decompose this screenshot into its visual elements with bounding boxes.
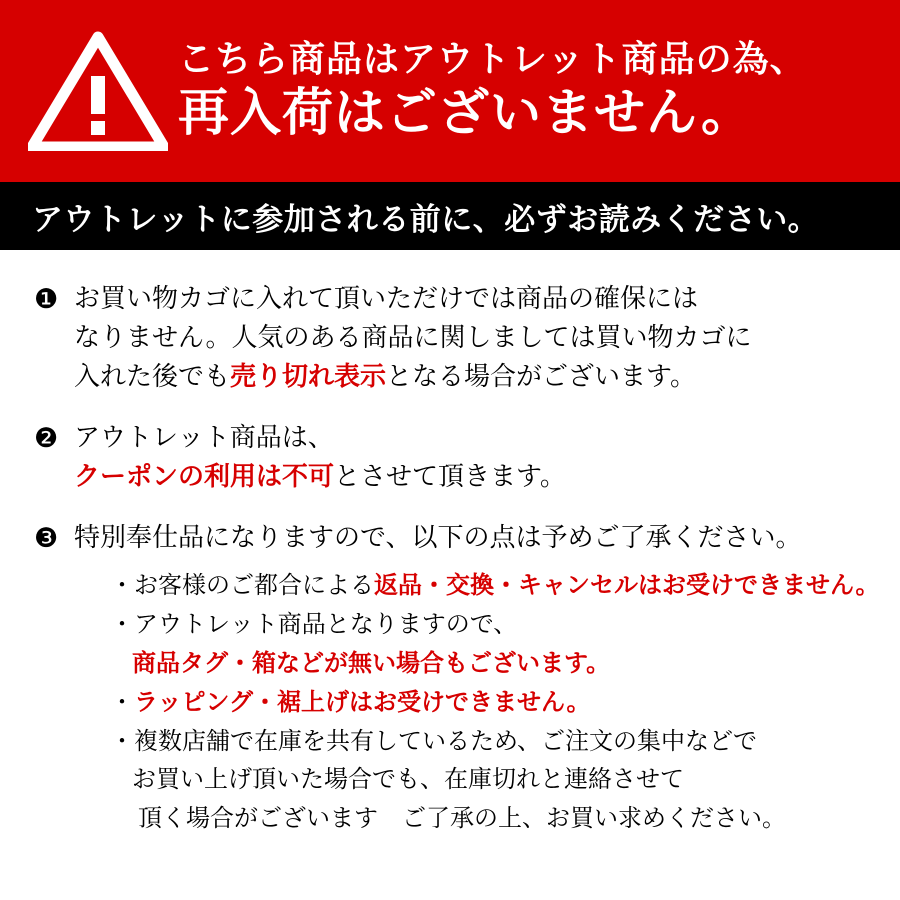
notice-list [0,250,900,900]
plain-text: お買い物カゴに入れて頂いただけでは商品の確保には [74,284,699,314]
sub-list-item [110,683,879,722]
sub-list [74,566,879,838]
plain-text: なりません。人気のある商品に関しましては買い物カゴに [74,323,752,353]
list-item-body [74,519,879,838]
plain-text: 入れた後でも [74,362,231,392]
sub-list-item [110,760,879,799]
list-item-number: ❷ [34,423,59,454]
sub-list-item [110,722,879,761]
list-item [34,519,880,838]
banner-text-block [178,39,807,144]
list-item-body [74,280,752,397]
list-item-line [74,458,566,497]
emphasis-text: 返品・交換・キャンセルはお受けできません。 [374,571,880,599]
plain-text: お買い上げ頂いた場合でも、在庫切れと連絡させて [132,765,684,794]
list-item [34,280,872,397]
read-before-bar [0,182,900,250]
banner-line-2: 再入荷はございません。 [178,84,754,144]
warning-banner [0,0,900,182]
list-item-number: ❸ [34,523,59,554]
sub-list-item [110,566,879,605]
plain-text: ・複数店舗で在庫を共有しているため、ご注文の集中などで [110,726,758,755]
emphasis-text: 商品タグ・箱などが無い場合もございます。 [132,648,611,677]
sub-list-item [110,799,879,838]
sub-list-item [110,605,879,644]
plain-text: 頂く場合がございます ご了承の上、お買い求めください。 [138,804,786,833]
list-item-line [74,319,752,358]
plain-text: とさせて頂きます。 [334,462,566,492]
warning-triangle-icon [28,31,168,151]
list-item-line [74,419,566,458]
list-item [34,419,872,497]
plain-text: ・アウトレット商品となりますので、 [110,609,518,638]
plain-text: となる場合がございます。 [386,362,696,392]
list-item-body [74,419,566,497]
emphasis-text: クーポンの利用は不可 [74,462,335,492]
emphasis-text: ラッピング・裾上げはお受けできません。 [134,687,591,716]
list-item-line [74,280,752,319]
list-item-line [74,519,879,558]
plain-text: 特別奉仕品になりますので、以下の点は予めご了承ください。 [74,523,802,553]
emphasis-text: 売り切れ表示 [230,362,387,392]
plain-text: ・お客様のご都合による [110,571,374,599]
sub-list-item [110,644,879,683]
read-before-text: アウトレットに参加される前に、必ずお読みください。 [32,201,820,238]
plain-text: アウトレット商品は、 [74,423,334,453]
list-item-number: ❶ [34,284,59,315]
list-item-line [74,358,752,397]
plain-text: ・ [110,687,134,716]
banner-line-1: こちら商品はアウトレット商品の為、 [178,39,807,81]
